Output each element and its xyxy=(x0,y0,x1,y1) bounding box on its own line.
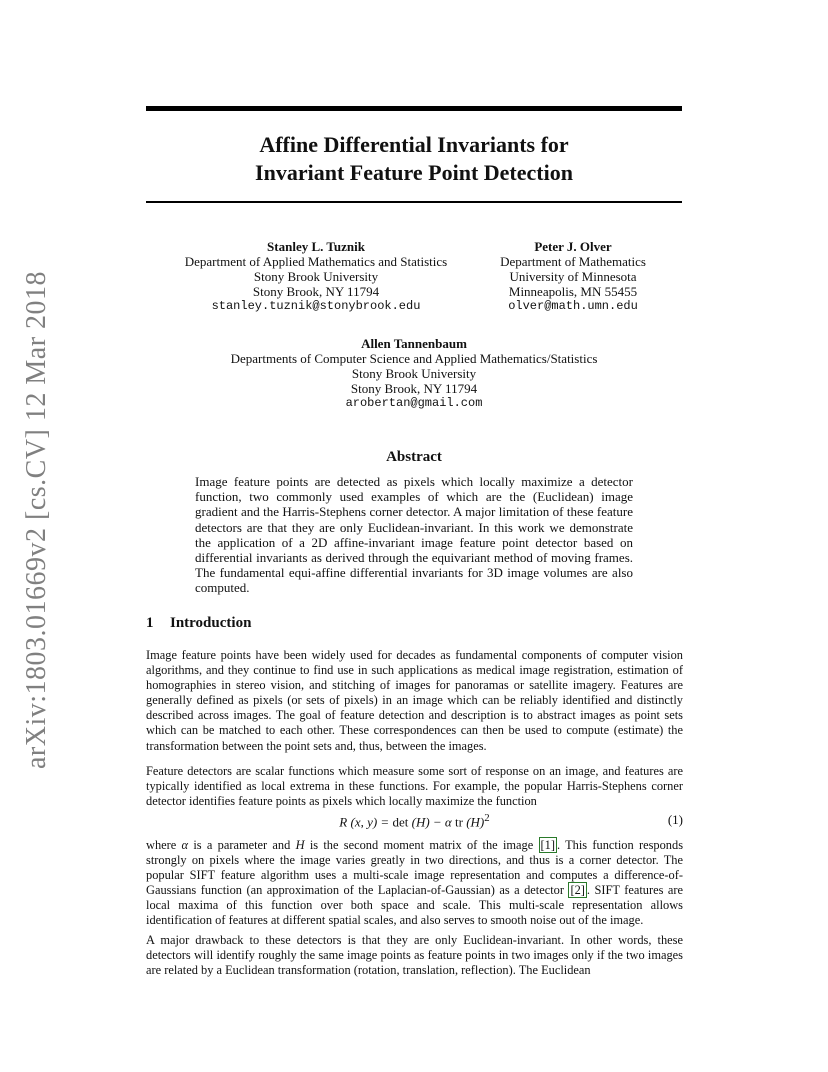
eq-mid: (H) − α xyxy=(408,814,456,830)
eq-rhs: (H) xyxy=(462,814,485,830)
author-department: Departments of Computer Science and Applied Mathematics/Statistics xyxy=(230,351,598,366)
arxiv-identifier-stamp: arXiv:1803.01669v2 [cs.CV] 12 Mar 2018 xyxy=(21,270,52,770)
intro-paragraph-2: Feature detectors are scalar functions which measure some sort of response on an image, and features are typically identified as local extrema in these functions. For example, the popular Harris-Stephens corner detector identifies feature points as pixels which locally maximize the function xyxy=(146,764,683,809)
p3-text-b: is a parameter and xyxy=(188,838,296,852)
title-bottom-rule xyxy=(146,201,682,203)
section-title: Introduction xyxy=(170,615,252,631)
author-department: Department of Applied Mathematics and Statistics xyxy=(184,254,448,269)
author-city: Minneapolis, MN 55455 xyxy=(508,284,638,299)
p3-text-a: where xyxy=(146,838,182,852)
abstract-heading: Abstract xyxy=(386,449,442,465)
author-university: Stony Brook University xyxy=(351,366,477,381)
author-department: Department of Mathematics xyxy=(500,254,646,269)
citation-link-1[interactable]: [1] xyxy=(540,838,555,852)
author-email: stanley.tuznik@stonybrook.edu xyxy=(211,299,421,313)
equation-formula xyxy=(146,812,683,830)
author-email: olver@math.umn.edu xyxy=(508,299,638,313)
section-heading xyxy=(146,615,251,632)
author-block-tannenbaum xyxy=(200,336,628,411)
title-line-1: Affine Differential Invariants for xyxy=(259,132,569,157)
title-top-rule xyxy=(146,106,682,111)
section-number: 1 xyxy=(146,615,154,631)
author-block-olver xyxy=(488,239,658,314)
intro-paragraph-1: Image feature points have been widely used for decades as fundamental components of computer vision algorithms, and they continue to find use in such applications as medical image registration, estimation of homographies in stereo vision, and stitching of images for panoramas or satellite imagery. Features are generally defined as pixels (or sets of pixels) in an image which can be reliably identified and distinctly described across images. The goal of feature detection and description is to abstract images as point sets which can be matched to each other. These correspondences can then be used to compute (estimate) the transformation between the point sets and, thus, between the images. xyxy=(146,648,683,753)
author-name: Peter J. Olver xyxy=(534,239,612,254)
eq-det: det xyxy=(392,814,409,830)
author-city: Stony Brook, NY 11794 xyxy=(252,284,380,299)
paper-title xyxy=(146,131,682,187)
citation-link-2[interactable]: [2] xyxy=(570,883,585,898)
p3-text-e: . SIFT features are local maxima of this function over both space and scale. This multi-scale representation allows identification of features at different spatial scales, and also serves to smooth noise out of the image. xyxy=(146,883,683,928)
author-city: Stony Brook, NY 11794 xyxy=(350,381,478,396)
equation-1 xyxy=(146,812,683,832)
title-line-2: Invariant Feature Point Detection xyxy=(255,160,573,185)
author-name: Stanley L. Tuznik xyxy=(267,239,365,254)
author-email: arobertan@gmail.com xyxy=(345,396,483,410)
intro-paragraph-4: A major drawback to these detectors is that they are only Euclidean-invariant. In other words, these detectors will identify roughly the same image points as feature points in two images only if the two images are related by a Euclidean transformation (rotation, translation, reflection). The Euclidean xyxy=(146,933,683,978)
author-university: University of Minnesota xyxy=(509,269,637,284)
eq-lhs: R (x, y) = xyxy=(339,814,393,830)
eq-exponent: 2 xyxy=(484,812,490,824)
h-symbol: H xyxy=(295,838,305,852)
p3-text-c: is the second moment matrix of the image xyxy=(304,838,539,852)
author-block-tuznik xyxy=(170,239,462,314)
p3-text-d: . This function responds strongly on pixels where the image varies greatly in two directions, and thus is a corner detector. The popular SIFT feature algorithm uses a multi-scale image representation and computes a difference-of-Gaussians function (an approximation of the Laplacian-of-Gaussian) as a detector xyxy=(146,838,684,898)
intro-paragraph-3 xyxy=(146,838,683,929)
eq-tr: tr xyxy=(455,814,463,830)
author-university: Stony Brook University xyxy=(253,269,379,284)
alpha-symbol: α xyxy=(181,838,189,852)
abstract-text: Image feature points are detected as pixels which locally maximize a detector function, two commonly used examples of which are the (Euclidean) image gradient and the Harris-Stephens corner detector. A major limitation of these feature detectors are that they are only Euclidean-invariant. In this work we demonstrate the application of a 2D affine-invariant image feature point detector based on differential invariants as derived through the equivariant method of moving frames. The fundamental equi-affine differential invariants for 3D image volumes are also computed. xyxy=(195,474,633,596)
equation-number: (1) xyxy=(667,812,683,827)
author-name: Allen Tannenbaum xyxy=(361,336,467,351)
